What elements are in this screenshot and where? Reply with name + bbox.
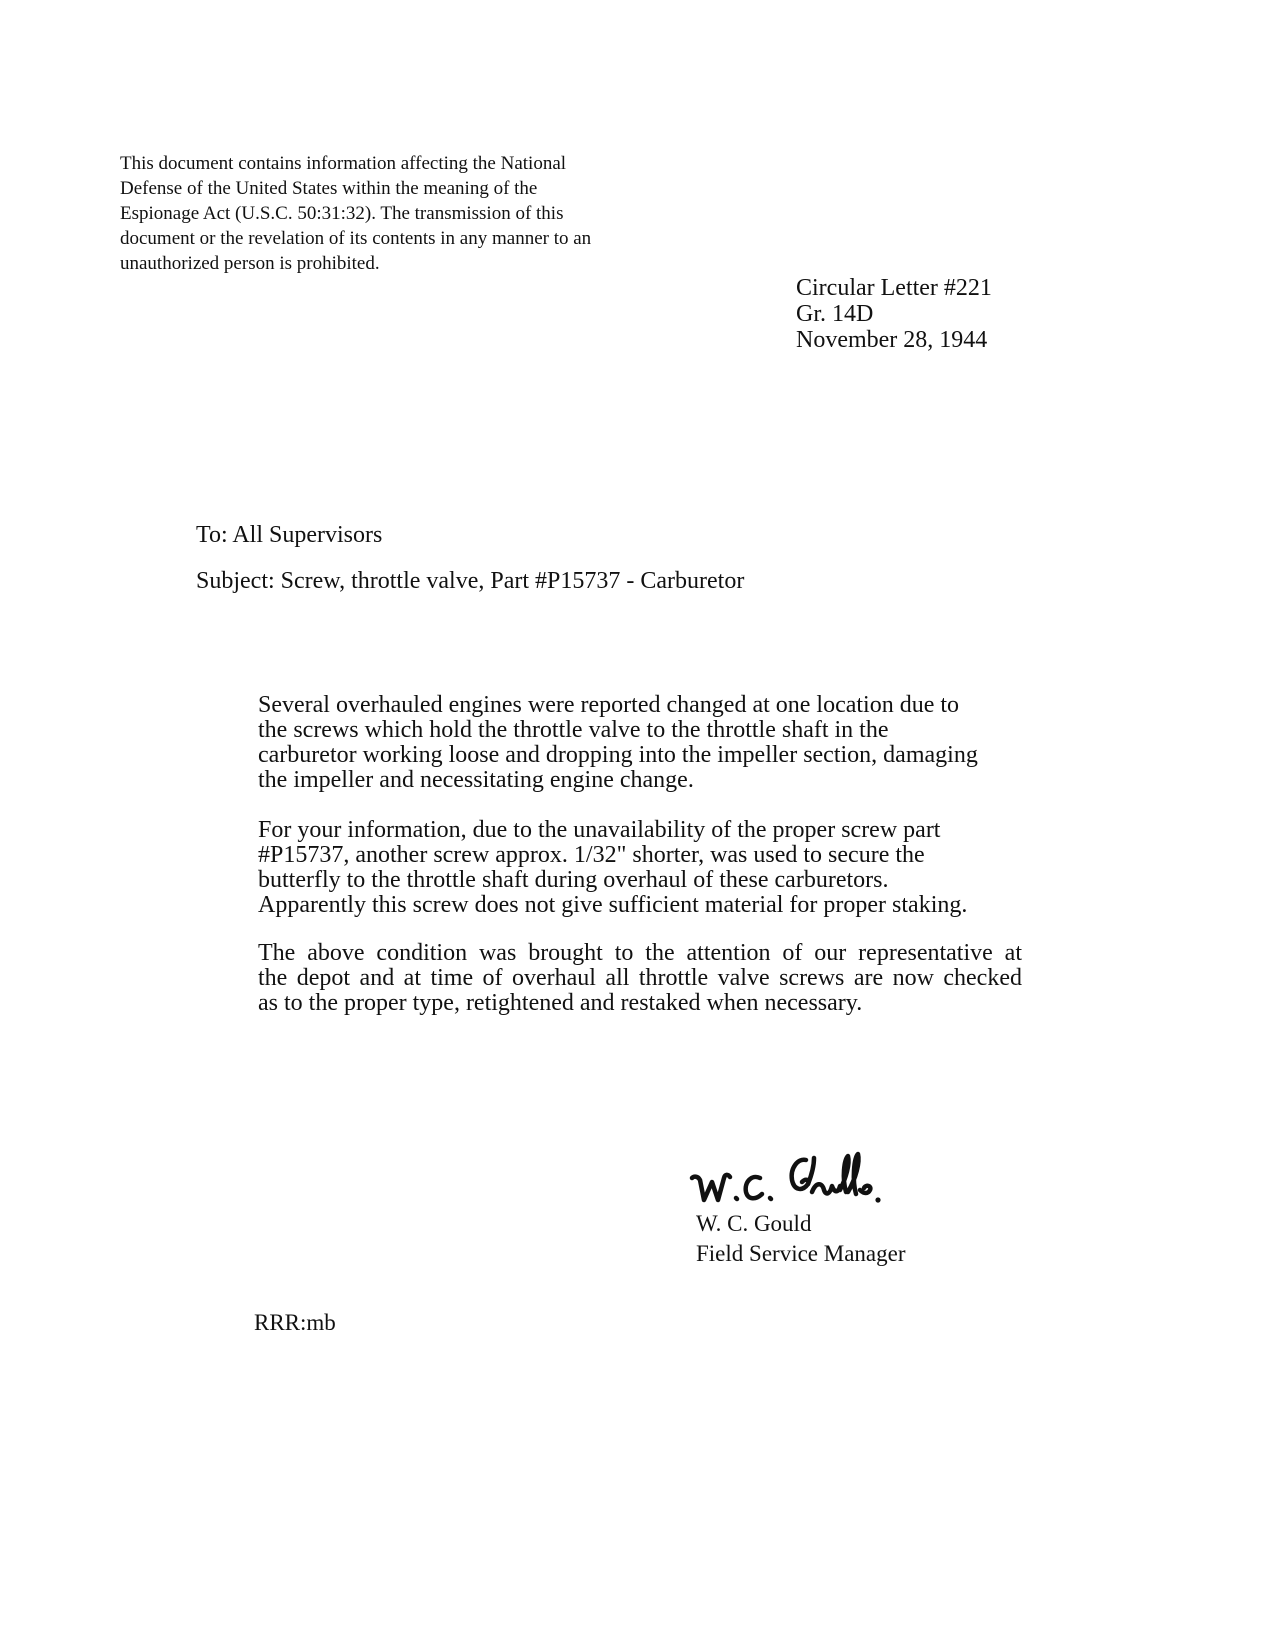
paragraph-line: the screws which hold the throttle valve to the throttle shaft in the — [258, 717, 889, 743]
letter-date: November 28, 1944 — [796, 327, 988, 353]
paragraph-line: butterfly to the throttle shaft during overhaul of these carburetors. — [258, 867, 889, 893]
security-notice — [120, 151, 680, 276]
security-notice-line: unauthorized person is prohibited. — [120, 253, 380, 274]
signer-title: Field Service Manager — [696, 1241, 906, 1266]
reference-initials: RRR:mb — [254, 1310, 336, 1335]
paragraph-line: #P15737, another screw approx. 1/32" shorter, was used to secure the — [258, 842, 925, 868]
paragraph-line: the depot and at time of overhaul all throttle valve screws are now checked — [258, 965, 1022, 991]
circular-letter-number: Circular Letter #221 — [796, 275, 992, 301]
subject-line: Subject: Screw, throttle valve, Part #P15737 - Carburetor — [196, 568, 745, 594]
to-line: To: All Supervisors — [196, 522, 383, 548]
body-paragraph-3 — [258, 941, 1022, 1016]
signer-block — [696, 1209, 905, 1269]
paragraph-line: carburetor working loose and dropping into the impeller section, damaging — [258, 742, 978, 768]
security-notice-line: document or the revelation of its contents in any manner to an — [120, 228, 592, 249]
paragraph-line: Several overhauled engines were reported changed at one location due to — [258, 692, 960, 718]
signer-name: W. C. Gould — [696, 1211, 812, 1236]
paragraph-line: Apparently this screw does not give sufficient material for proper staking. — [258, 892, 968, 918]
paragraph-line: the impeller and necessitating engine change. — [258, 767, 694, 793]
handwritten-signature — [688, 1150, 918, 1210]
group-code: Gr. 14D — [796, 301, 874, 327]
paragraph-line: For your information, due to the unavailability of the proper screw part — [258, 817, 941, 843]
body-paragraph-2 — [258, 818, 1022, 918]
security-notice-line: This document contains information affecting the National — [120, 153, 567, 174]
reference-block — [796, 275, 992, 353]
paragraph-line: as to the proper type, retightened and restaked when necessary. — [258, 990, 863, 1016]
body-paragraph-1 — [258, 693, 1022, 793]
paragraph-line: The above condition was brought to the attention of our representative at — [258, 940, 1022, 966]
security-notice-line: Espionage Act (U.S.C. 50:31:32). The transmission of this — [120, 203, 564, 224]
security-notice-line: Defense of the United States within the meaning of the — [120, 178, 538, 199]
